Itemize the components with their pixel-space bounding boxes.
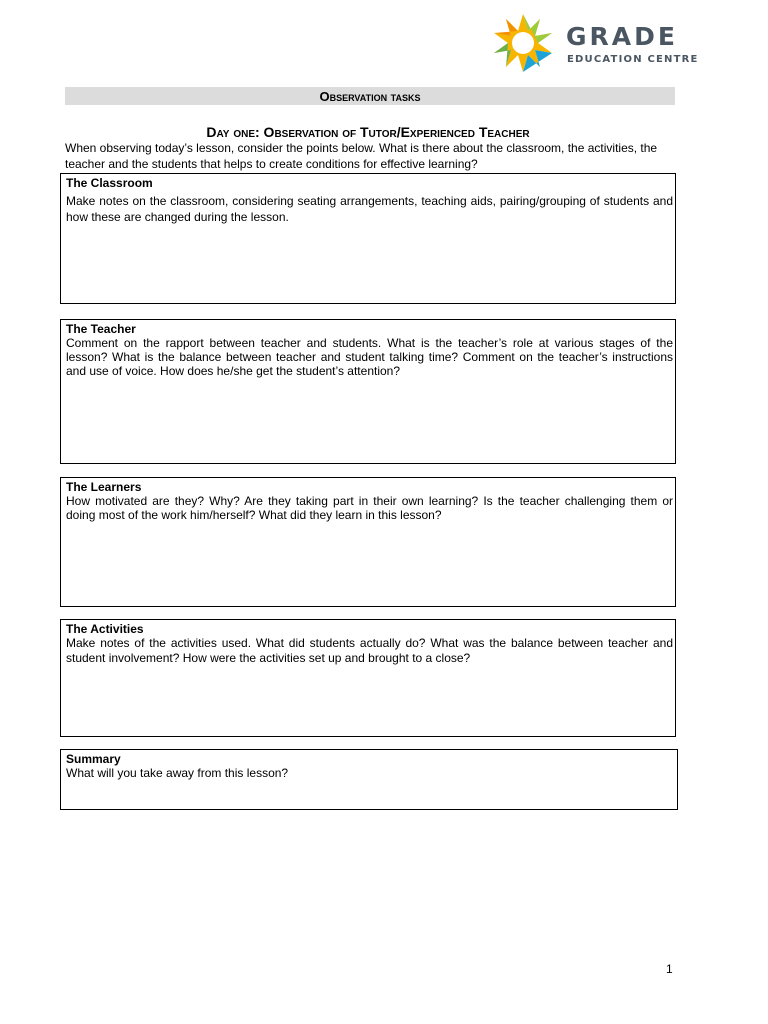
summary-text: What will you take away from this lesson?	[66, 766, 289, 780]
page-title: Observation tasks	[65, 87, 675, 105]
grade-logo	[490, 12, 700, 74]
page-number: 1	[666, 962, 673, 976]
intro-text: When observing today’s lesson, consider the points below. What is there about the classroom, the activities, the teacher and the students that helps to create conditions for effective learning?	[65, 141, 658, 171]
learners-title: The Learners	[66, 480, 142, 494]
teacher-title: The Teacher	[66, 322, 136, 336]
activities-text: Make notes of the activities used. What did students actually do? What was the balance between teacher and student involvement? How were the activities set up and brought to a close?	[66, 636, 673, 665]
teacher-box	[60, 319, 676, 464]
activities-title: The Activities	[66, 622, 144, 636]
logo-subtitle: EDUCATION CENTRE	[567, 54, 699, 65]
section-heading: Day one: Observation of Tutor/Experienced Teacher	[206, 124, 530, 140]
summary-title: Summary	[66, 752, 121, 766]
classroom-text: Make notes on the classroom, considering seating arrangements, teaching aids, pairing/grouping of students and how these are changed during the lesson.	[66, 194, 673, 224]
learners-text: How motivated are they? Why? Are they taking part in their own learning? Is the teacher challenging them or doing most of the work him/herself? What did they learn in this lesson?	[66, 494, 673, 522]
classroom-title: The Classroom	[66, 176, 153, 190]
learners-box	[60, 477, 676, 607]
sunburst-logo-icon	[490, 12, 556, 74]
classroom-box	[60, 173, 676, 304]
summary-box	[60, 749, 678, 810]
activities-box	[60, 619, 676, 737]
logo-wordmark: GRADE	[566, 22, 678, 51]
teacher-text: Comment on the rapport between teacher and students. What is the teacher’s role at various stages of the lesson? What is the balance between teacher and student talking time? Comment on the teacher’s instructions and use of voice. How does he/she get the student’s attention?	[66, 336, 673, 378]
